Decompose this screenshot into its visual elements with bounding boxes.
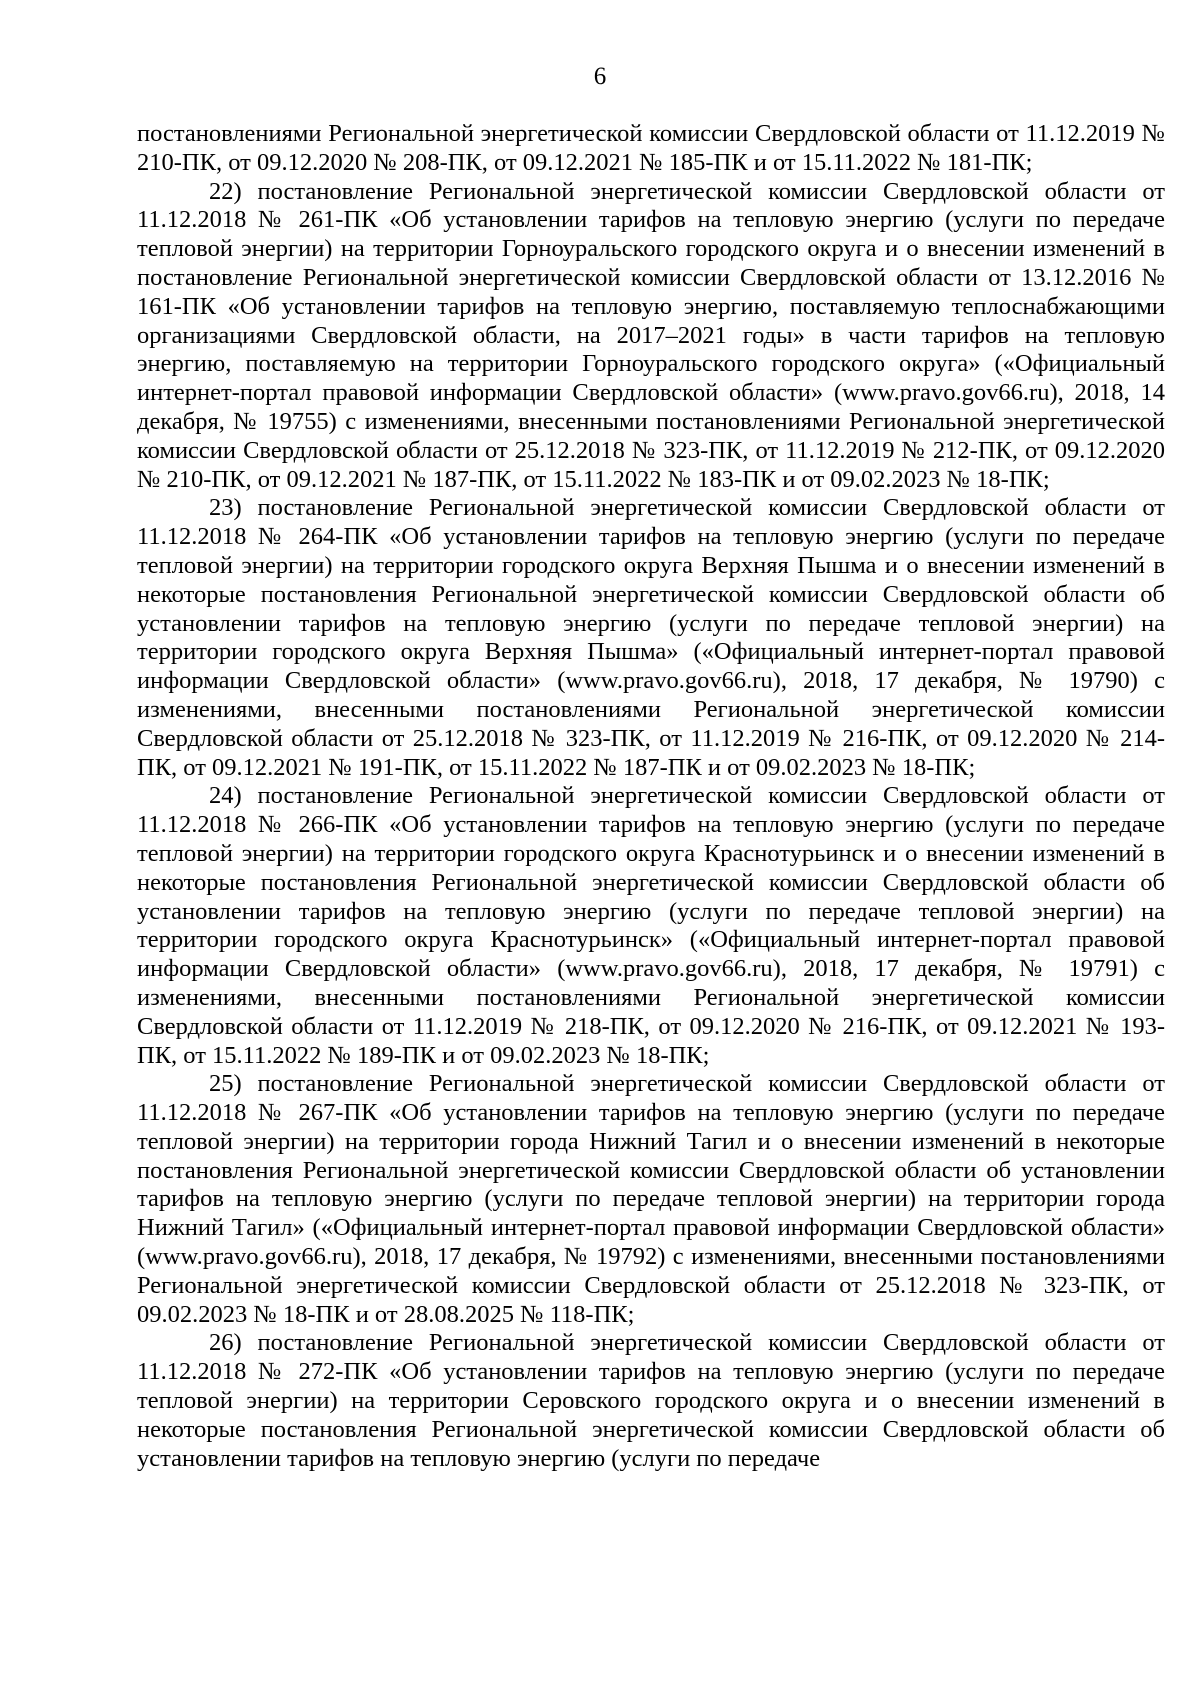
paragraph-continuation: постановлениями Региональной энергетической комиссии Свердловской области от 11.12.2019 № 210-ПК, от 09.12.2020 № 208-ПК, от 09.12.2021 № 185-ПК и от 15.11.2022 № 181-ПК; [137,120,1165,176]
paragraph-item-25: 25) постановление Региональной энергетической комиссии Свердловской области от 11.12.2018 № 267-ПК «Об установлении тарифов на тепловую энергию (услуги по передаче тепловой энергии) на территории города Нижний Тагил и о внесении изменений в некоторые постановления Региональной энергетической комиссии Свердловской области об установлении тарифов на тепловую энергию (услуги по передаче тепловой энергии) на территории города Нижний Тагил» («Официальный интернет-портал правовой информации Свердловской области» (www.pravo.gov66.ru), 2018, 17 декабря, № 19792) с изменениями, внесенными постановлениями Региональной энергетической комиссии Свердловской области от 25.12.2018 № 323-ПК, от 09.02.2023 № 18-ПК и от 28.08.2025 № 118-ПК; [137,1070,1165,1328]
document-body [137,120,1165,1473]
paragraph-item-26: 26) постановление Региональной энергетической комиссии Свердловской области от 11.12.2018 № 272-ПК «Об установлении тарифов на тепловую энергию (услуги по передаче тепловой энергии) на территории Серовского городского округа и о внесении изменений в некоторые постановления Региональной энергетической комиссии Свердловской области об установлении тарифов на тепловую энергию (услуги по передаче [137,1329,1165,1472]
paragraph-item-24: 24) постановление Региональной энергетической комиссии Свердловской области от 11.12.2018 № 266-ПК «Об установлении тарифов на тепловую энергию (услуги по передаче тепловой энергии) на территории городского округа Краснотурьинск и о внесении изменений в некоторые постановления Региональной энергетической комиссии Свердловской области об установлении тарифов на тепловую энергию (услуги по передаче тепловой энергии) на территории городского округа Краснотурьинск» («Официальный интернет-портал правовой информации Свердловской области» (www.pravo.gov66.ru), 2018, 17 декабря, № 19791) с изменениями, внесенными постановлениями Региональной энергетической комиссии Свердловской области от 11.12.2019 № 218-ПК, от 09.12.2020 № 216-ПК, от 09.12.2021 № 193-ПК, от 15.11.2022 № 189-ПК и от 09.02.2023 № 18-ПК; [137,782,1165,1069]
paragraph-item-23: 23) постановление Региональной энергетической комиссии Свердловской области от 11.12.2018 № 264-ПК «Об установлении тарифов на тепловую энергию (услуги по передаче тепловой энергии) на территории городского округа Верхняя Пышма и о внесении изменений в некоторые постановления Региональной энергетической комиссии Свердловской области об установлении тарифов на тепловую энергию (услуги по передаче тепловой энергии) на территории городского округа Верхняя Пышма» («Официальный интернет-портал правовой информации Свердловской области» (www.pravo.gov66.ru), 2018, 17 декабря, № 19790) с изменениями, внесенными постановлениями Региональной энергетической комиссии Свердловской области от 25.12.2018 № 323-ПК, от 11.12.2019 № 216-ПК, от 09.12.2020 № 214-ПК, от 09.12.2021 № 191-ПК, от 15.11.2022 № 187-ПК и от 09.02.2023 № 18-ПК; [137,494,1165,781]
page-number: 6 [593,63,607,90]
paragraph-item-22: 22) постановление Региональной энергетической комиссии Свердловской области от 11.12.2018 № 261-ПК «Об установлении тарифов на тепловую энергию (услуги по передаче тепловой энергии) на территории Горноуральского городского округа и о внесении изменений в постановление Региональной энергетической комиссии Свердловской области от 13.12.2016 № 161-ПК «Об установлении тарифов на тепловую энергию, поставляемую теплоснабжающими организациями Свердловской области, на 2017–2021 годы» в части тарифов на тепловую энергию, поставляемую на территории Горноуральского городского округа» («Официальный интернет-портал правовой информации Свердловской области» (www.pravo.gov66.ru), 2018, 14 декабря, № 19755) с изменениями, внесенными постановлениями Региональной энергетической комиссии Свердловской области от 25.12.2018 № 323-ПК, от 11.12.2019 № 212-ПК, от 09.12.2020 № 210-ПК, от 09.12.2021 № 187-ПК, от 15.11.2022 № 183-ПК и от 09.02.2023 № 18-ПК; [137,177,1165,493]
